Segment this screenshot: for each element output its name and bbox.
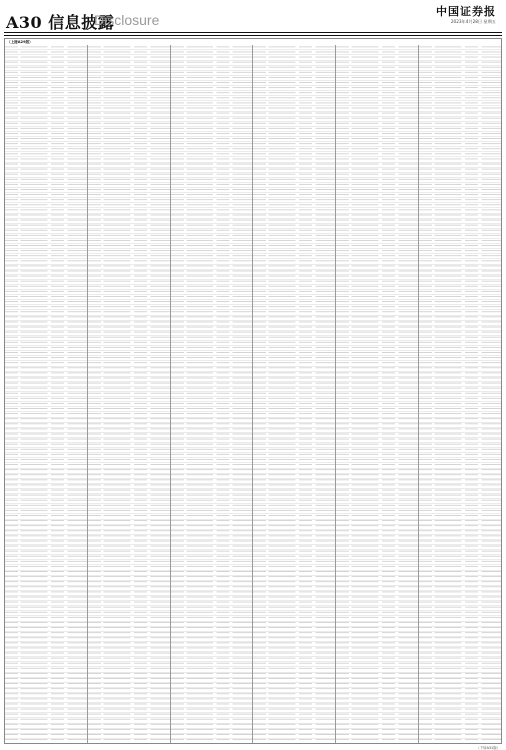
page-label: A30 信息披露 — [6, 13, 115, 32]
paper-logo: 中国证券报 — [436, 5, 496, 18]
paper-date: 2023年4月28日 星期五 — [450, 19, 496, 24]
table-rows — [253, 45, 335, 743]
table-column — [5, 45, 88, 743]
continued-note: （下转A31版） — [476, 746, 500, 750]
table-rows — [5, 45, 87, 743]
masthead-rule-thin — [4, 35, 502, 36]
masthead — [0, 0, 506, 36]
table-continuation-note: （上接A29版） — [7, 40, 33, 44]
section-english-title: Disclosure — [94, 12, 160, 28]
table-column — [419, 45, 501, 743]
masthead-rule-thick — [4, 32, 502, 33]
disclosure-table — [4, 38, 502, 744]
table-rows — [336, 45, 418, 743]
table-rows — [171, 45, 253, 743]
table-column — [253, 45, 336, 743]
table-column — [336, 45, 419, 743]
table-column — [171, 45, 254, 743]
table-column — [88, 45, 171, 743]
table-rows — [88, 45, 170, 743]
table-rows — [419, 45, 501, 743]
table-columns — [5, 45, 501, 743]
